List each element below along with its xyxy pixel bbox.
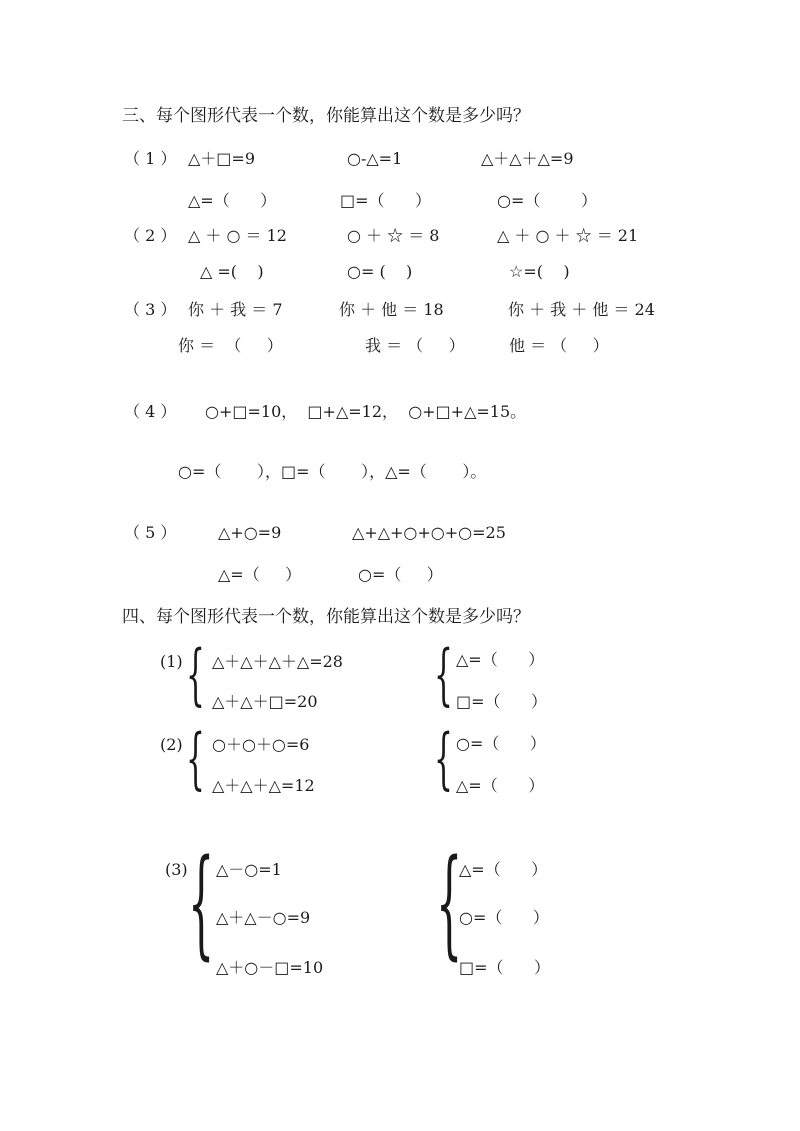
section3-title: 三、每个图形代表一个数，你能算出这个数是多少吗？ <box>122 106 530 126</box>
s4p1-right-brace: { <box>434 636 453 713</box>
s4p1-equation-2: △＋△＋□=20 <box>212 692 318 711</box>
p1-equation-1: △＋□=9 <box>188 149 256 168</box>
s4p3-equation-3: △＋○－□=10 <box>216 958 324 977</box>
s4p2-answer-1: ○=（ ） <box>456 734 546 753</box>
s4p3-equation-1: △－○=1 <box>216 860 282 879</box>
p2-equation-3: △ ＋ ○ ＋ ☆ ＝ 21 <box>497 226 639 245</box>
s4p1-left-brace: { <box>186 636 205 713</box>
p1-answer-1: △=（ ） <box>188 191 277 210</box>
p2-answer-3: ☆=( ) <box>509 262 570 281</box>
p3-number: （ 3 ） <box>124 300 177 319</box>
section4-title: 四、每个图形代表一个数，你能算出这个数是多少吗？ <box>122 607 530 627</box>
s4p2-left-brace: { <box>186 720 205 797</box>
p3-answer-1: 你 ＝ （ ） <box>178 336 283 355</box>
p5-answer-1: △=（ ） <box>218 565 302 584</box>
s4p3-answer-1: △=（ ） <box>459 860 548 879</box>
s4p3-right-brace: { <box>436 833 463 971</box>
p1-equation-2: ○-△=1 <box>347 149 403 168</box>
p3-answer-2: 我 ＝ （ ） <box>365 336 465 355</box>
s4p1-answer-1: △=（ ） <box>456 650 545 669</box>
p2-answer-2: ○= ( ) <box>347 262 413 281</box>
p5-equation-1: △+○=9 <box>218 523 282 542</box>
p2-equation-1: △ ＋ ○ ＝ 12 <box>188 226 287 245</box>
p1-number: （ 1 ） <box>124 149 177 168</box>
p2-answer-1: △ =( ) <box>200 262 264 281</box>
s4p2-number: (2) <box>160 735 183 754</box>
p4-answers: ○=（ ），□=（ ），△=（ ）。 <box>178 462 487 481</box>
p5-number: （ 5 ） <box>124 523 177 542</box>
s4p2-equation-1: ○＋○＋○=6 <box>212 735 310 754</box>
s4p1-equation-1: △＋△＋△＋△=28 <box>212 652 343 671</box>
p2-equation-2: ○ ＋ ☆ ＝ 8 <box>347 226 440 245</box>
s4p3-answer-2: ○=（ ） <box>459 908 549 927</box>
s4p2-right-brace: { <box>434 720 453 797</box>
s4p3-equation-2: △＋△－○=9 <box>216 908 311 927</box>
p4-equations: ○+□=10， □+△=12， ○+□+△=15。 <box>205 402 527 421</box>
s4p3-answer-3: □=（ ） <box>459 958 551 977</box>
p4-number: （ 4 ） <box>124 402 177 421</box>
p5-answer-2: ○=（ ） <box>358 565 443 584</box>
s4p2-equation-2: △＋△＋△=12 <box>212 776 315 795</box>
s4p3-left-brace: { <box>188 833 215 971</box>
p3-answer-3: 他 ＝ （ ） <box>509 336 609 355</box>
s4p2-answer-2: △=（ ） <box>456 776 545 795</box>
p1-answer-2: □=（ ） <box>340 191 432 210</box>
p3-equation-1: 你 ＋ 我 ＝ 7 <box>188 300 283 319</box>
s4p1-answer-2: □=（ ） <box>456 692 548 711</box>
p5-equation-2: △+△+○+○+○=25 <box>352 523 506 542</box>
s4p3-number: (3) <box>165 860 188 879</box>
p3-equation-3: 你 ＋ 我 ＋ 他 ＝ 24 <box>508 300 655 319</box>
p1-equation-3: △＋△＋△=9 <box>481 149 574 168</box>
s4p1-number: (1) <box>160 652 183 671</box>
p3-equation-2: 你 ＋ 他 ＝ 18 <box>339 300 444 319</box>
p2-number: （ 2 ） <box>124 226 177 245</box>
p1-answer-3: ○=（ ） <box>497 191 598 210</box>
